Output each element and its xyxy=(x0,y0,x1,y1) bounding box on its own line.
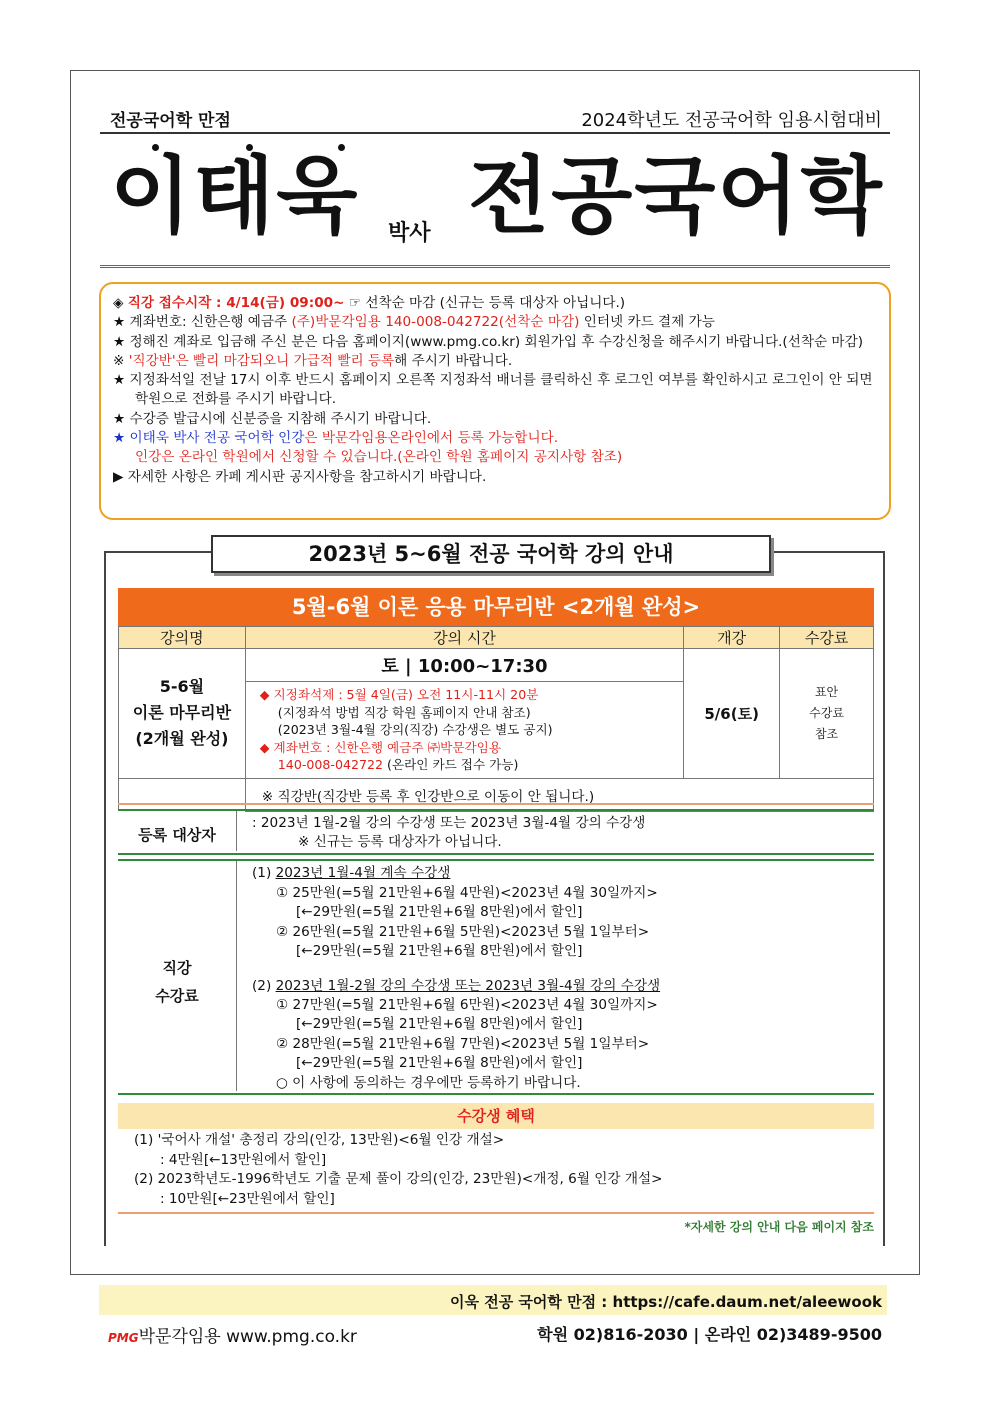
course-title: 5월-6월 이론 응용 마무리반 <2개월 완성> xyxy=(118,588,874,626)
fee-item: [←29만원(=5월 21만원+6월 8만원)에서 할인] xyxy=(296,904,583,920)
target-label: 등록 대상자 xyxy=(138,826,216,844)
next-page-note: *자세한 강의 안내 다음 페이지 참조 xyxy=(684,1220,874,1234)
fee-item: ② 28만원(=5월 21만원+6월 7만원)<2023년 5월 1일부터> xyxy=(276,1036,650,1052)
benefit-title: 수강생 혜택 xyxy=(118,1103,874,1129)
notice-line: ※ '직강반'은 빨리 마감되오니 가급적 빨리 등록해 주시기 바랍니다. xyxy=(113,352,513,369)
fee-item: (2) 2023년 1월-2월 강의 수강생 또는 2023년 3월-4월 강의 수강생 xyxy=(252,978,661,994)
fee-item: [←29만원(=5월 21만원+6월 8만원)에서 할인] xyxy=(296,1055,583,1071)
divider xyxy=(100,265,890,268)
divider xyxy=(118,859,874,861)
fee-item: [←29만원(=5월 21만원+6월 8만원)에서 할인] xyxy=(296,943,583,959)
fee-item: ○ 이 사항에 동의하는 경우에만 등록하기 바랍니다. xyxy=(276,1075,581,1091)
contact-phone: 학원 02)816-2030 | 온라인 02)3489-9500 xyxy=(537,1325,882,1344)
fee-info: 표안 수강료 참조 xyxy=(780,649,874,779)
title-block xyxy=(100,140,890,260)
divider xyxy=(100,132,890,134)
divider xyxy=(118,853,874,855)
header-right-label: 2024학년도 전공국어학 임용시험대비 xyxy=(581,110,882,131)
lecture-detail: ◆ 지정좌석제 : 5월 4일(금) 오전 11시-11시 20분 (지정좌석 방법 직강 학원 홈페이지 안내 참조) (2023년 3월-4월 강의(직강) 수강생은 별도 공지) ◆ 계좌번호 : 신한은행 예금주 ㈜박문각임용 140-008-042722 (온라인 카드 접수 가능) xyxy=(245,682,683,779)
target-note: ※ 신규는 등록 대상자가 아닙니다. xyxy=(298,834,502,850)
divider xyxy=(236,811,237,851)
notice-line: ▶ 자세한 사항은 카페 게시판 공지사항을 참고하시기 바랍니다. xyxy=(113,468,487,485)
notice-line: ★ 이태욱 박사 전공 국어학 인강은 박문각임용온라인에서 등록 가능합니다. xyxy=(113,430,559,447)
fee-item: (1) 2023년 1월-4월 계속 수강생 xyxy=(252,865,451,881)
start-date: 5/6(토) xyxy=(684,649,780,779)
benefit-item: : 10만원[←23만원에서 할인] xyxy=(160,1191,335,1207)
divider xyxy=(118,809,874,811)
notice-line: ★ 계좌번호: 신한은행 예금주 (주)박문각임용 140-008-042722(선착순 마감) 인터넷 카드 결제 가능 xyxy=(113,314,715,331)
target-text: : 2023년 1월-2월 강의 수강생 또는 2023년 3월-4월 강의 수강생 xyxy=(252,815,646,831)
fee-item: ② 26만원(=5월 21만원+6월 5만원)<2023년 5월 1일부터> xyxy=(276,924,650,940)
fee-item: [←29만원(=5월 21만원+6월 8만원)에서 할인] xyxy=(296,1016,583,1032)
course-table xyxy=(118,626,874,812)
notice-line: 인강은 온라인 학원에서 신청할 수 있습니다.(온라인 학원 홈페이지 공지사항 참조) xyxy=(135,449,623,466)
instructor-title: 박사 xyxy=(388,221,431,246)
publisher-logo: PMG박문각임용 www.pmg.co.kr xyxy=(108,1327,357,1347)
subject-title: 전공국어학 xyxy=(468,147,884,245)
notice-line: ◈ 직강 접수시작 : 4/14(금) 09:00~ ☞ 선착순 마감 (신규는 등록 대상자 아닙니다.) xyxy=(113,295,626,311)
instructor-name: 이태욱 xyxy=(110,147,360,245)
course-name: 5-6월 이론 마무리반 (2개월 완성) xyxy=(119,649,246,779)
divider xyxy=(118,1212,874,1214)
column-header: 강의 시간 xyxy=(245,627,683,649)
fee-item: ① 25만원(=5월 21만원+6월 4만원)<2023년 4월 30일까지> xyxy=(276,885,658,901)
empty-cell xyxy=(119,778,246,811)
fee-item: ① 27만원(=5월 21만원+6월 6만원)<2023년 4월 30일까지> xyxy=(276,997,658,1013)
site-link[interactable]: www.pmg.co.kr xyxy=(226,1327,357,1347)
column-header: 강의명 xyxy=(119,627,246,649)
divider xyxy=(236,861,237,1091)
header-left-label: 전공국어학 만점 xyxy=(110,111,231,131)
divider xyxy=(118,1093,874,1095)
column-header: 수강료 xyxy=(780,627,874,649)
benefit-item: (2) 2023학년도-1996학년도 기출 문제 풀이 강의(인강, 23만원)<개정, 6월 인강 개설> xyxy=(134,1171,663,1187)
pmg-logo-mark: PMG xyxy=(108,1331,139,1345)
notice-line: ★ 정해진 계좌로 입금해 주신 분은 다음 홈페이지(www.pmg.co.kr) 회원가입 후 수강신청을 해주시기 바랍니다.(선착순 마감) xyxy=(113,333,863,350)
fee-label: 직강 수강료 xyxy=(155,959,199,1005)
notice-line: ★ 수강증 발급시에 신분증을 지참해 주시기 바랍니다. xyxy=(113,410,432,427)
direct-note: ※ 직강반(직강반 등록 후 인강반으로 이동이 안 됩니다.) xyxy=(245,778,873,811)
benefit-item: (1) '국어사 개설' 총정리 강의(인강, 13만원)<6월 인강 개설> xyxy=(134,1132,505,1148)
cafe-link[interactable]: 이욱 전공 국어학 만점 : https://cafe.daum.net/aleewook xyxy=(450,1293,882,1311)
column-header: 개강 xyxy=(684,627,780,649)
section-title: 2023년 5~6월 전공 국어학 강의 안내 xyxy=(211,535,771,573)
divider xyxy=(118,803,874,805)
notice-line: ★ 지정좌석일 전날 17시 이후 반드시 홈페이지 오른쪽 지정좌석 배너를 클릭하신 후 로그인 여부를 확인하시고 로그인이 안 되면 학원으로 전화를 주시기 바랍니다. xyxy=(113,372,873,408)
notice-box xyxy=(99,282,891,520)
benefit-item: : 4만원[←13만원에서 할인] xyxy=(160,1152,327,1168)
lecture-time: 토 | 10:00~17:30 xyxy=(245,649,683,682)
